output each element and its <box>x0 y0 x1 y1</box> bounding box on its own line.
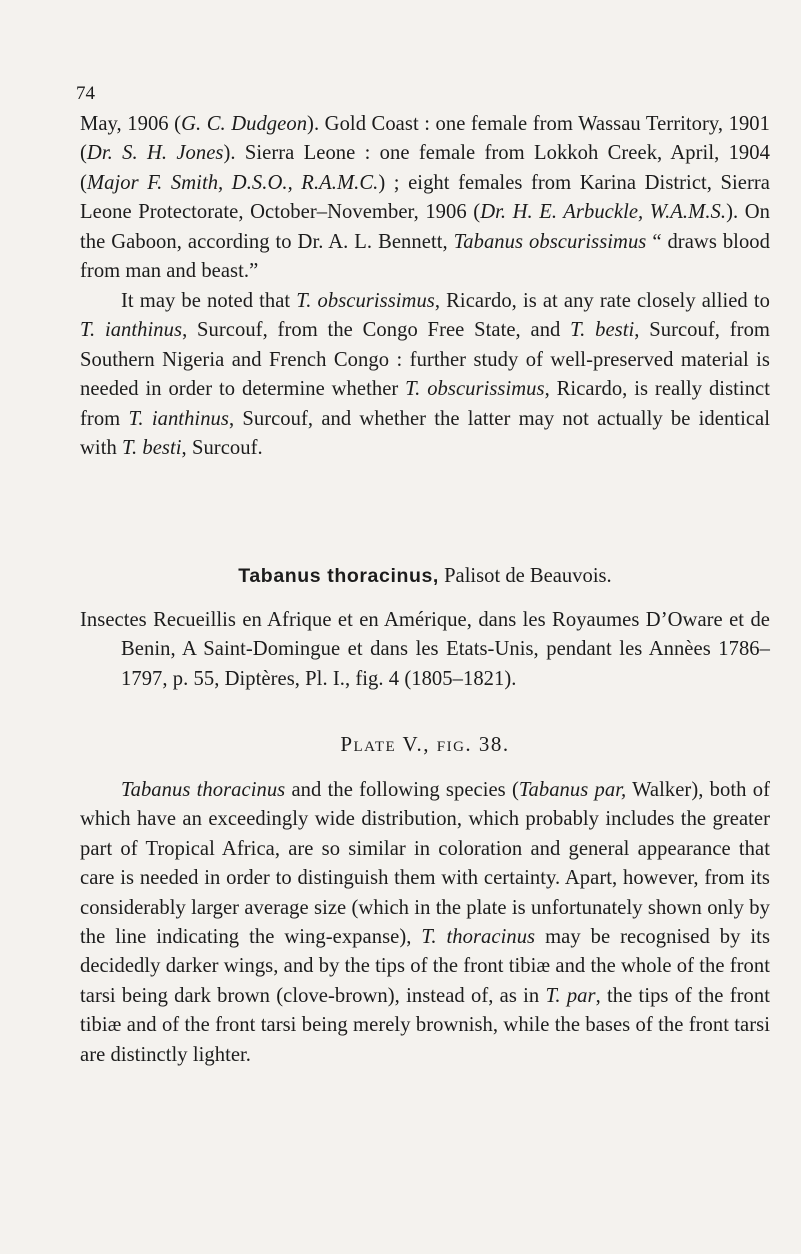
paragraph-species-description: Tabanus thoracinus and the following species (Tabanus par, Walker), both of which have an exceedingly wide distribution, which probably includes the greater part of Tropical Africa, are so similar in coloration and general appearance that care is needed in order to distinguish them with certainty. Apart, however, from its considerably larger average size (which in the plate is unfortunately shown only by the line indicating the wing-expanse), T. thoracinus may be recognised by its decidedly darker wings, and by the tips of the front tibiæ and the whole of the front tarsi being dark brown (clove-brown), instead of, as in T. par, the tips of the front tibiæ and of the front tarsi being merely brownish, while the bases of the front tarsi are distinctly lighter. <box>80 779 771 1066</box>
species-heading <box>80 562 770 590</box>
page-number: 74 <box>76 83 95 104</box>
species-name: Tabanus thoracinus, <box>238 565 439 587</box>
paragraph-taxonomic-note: It may be noted that T. obscurissimus, Ricardo, is at any rate closely allied to T. ianthinus, Surcouf, from the Congo Free State, and T. besti, Surcouf, from Southern Nigeria and French Congo : further study of well-preserved material is needed in order to determine whether T. obscurissimus, Ricardo, is really distinct from T. ianthinus, Surcouf, and whether the latter may not actually be identical with T. besti, Surcouf. <box>80 290 771 460</box>
plate-heading: Plate V., fig. 38. <box>340 732 510 756</box>
bibliographic-reference: Insectes Recueillis en Afrique et en Amérique, dans les Royaumes D’Oware et de Benin, A Saint-Domingue et dans les Etats-Unis, pendant les Annèes 1786–1797, p. 55, Diptères, Pl. I., fig. 4 (1805–1821). <box>80 609 770 690</box>
paragraph-collection-records: May, 1906 (G. C. Dudgeon). Gold Coast : one female from Wassau Territory, 1901 (Dr. S. H. Jones). Sierra Leone : one female from Lokkoh Creek, April, 1904 (Major F. Smith, D.S.O., R.A.M.C.) ; eight females from Karina District, Sierra Leone Protectorate, October–November, 1906 (Dr. H. E. Arbuckle, W.A.M.S.). On the Gaboon, according to Dr. A. L. Bennett, Tabanus obscurissimus “ draws blood from man and beast.” <box>80 113 771 283</box>
species-author: Palisot de Beauvois. <box>438 565 612 587</box>
